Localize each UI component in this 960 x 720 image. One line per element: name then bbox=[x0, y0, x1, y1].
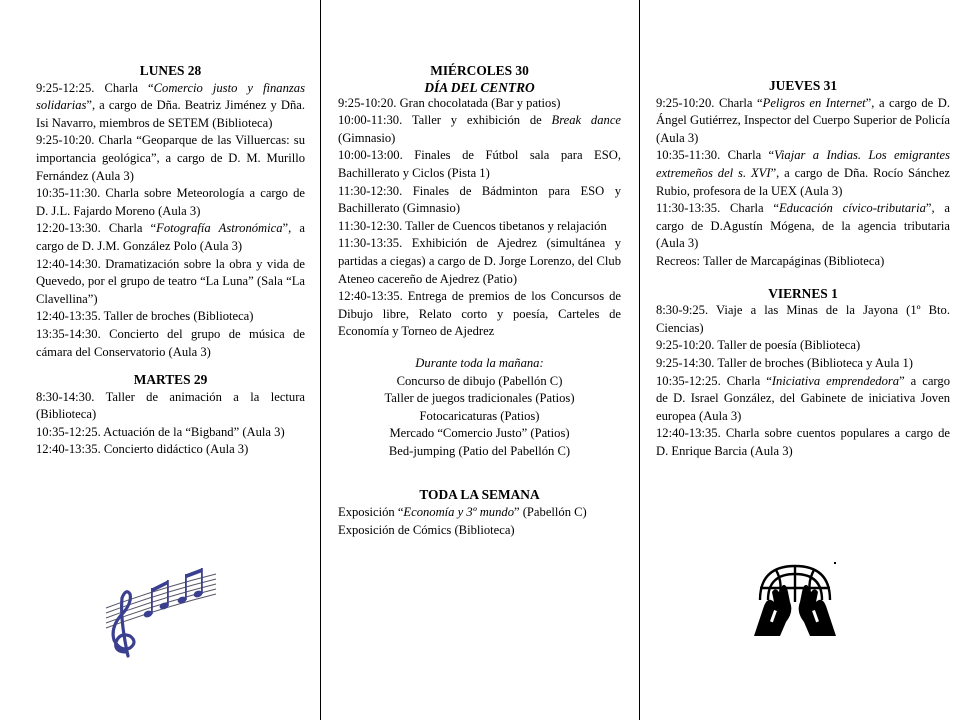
heading-thursday: JUEVES 31 bbox=[768, 78, 838, 93]
heading-week: TODA LA SEMANA bbox=[419, 487, 540, 503]
event: 10:35-12:25. Charla “Iniciativa emprendedora” a cargo de D. Israel González, del Gabinete de iniciativa Joven europea (Aula 3) bbox=[656, 373, 950, 423]
event: 9:25-14:30. Taller de broches (Biblioteca y Aula 1) bbox=[656, 355, 913, 370]
event: 10:35-11:30. Charla “Viajar a Indias. Los emigrantes extremeños del s. XVI”, a cargo de Dña. Rocío Sánchez Rubio, profesora de la UEX (Aula 3) bbox=[656, 148, 951, 198]
hands-globe-illustration bbox=[750, 562, 840, 638]
event: 11:30-12:30. Taller de Cuencos tibetanos y relajación bbox=[338, 218, 607, 233]
event: Recreos: Taller de Marcapáginas (Biblioteca) bbox=[656, 253, 885, 268]
event: Exposición “Economía y 3º mundo” (Pabellón C) bbox=[338, 505, 587, 520]
event: 11:30-13:35. Charla “Educación cívico-tributaria”, a cargo de D.Agustín Mógena, de la agencia tributaria (Aula 3) bbox=[656, 201, 950, 251]
event: 9:25-12:25. Charla “Comercio justo y finanzas solidarias”, a cargo de Dña. Beatriz Jiménez y Dña. Isi Navarro, miembros de SETEM (Biblioteca) bbox=[36, 80, 305, 130]
heading-monday: LUNES 28 bbox=[139, 63, 202, 78]
event: 10:35-11:30. Charla sobre Meteorología a cargo de D. J.L. Fajardo Moreno (Aula 3) bbox=[36, 186, 305, 218]
heading-wednesday: MIÉRCOLES 30 bbox=[430, 63, 529, 78]
morning-item: Bed-jumping (Patio del Pabellón C) bbox=[388, 443, 571, 458]
event: 12:40-14:30. Dramatización sobre la obra y vida de Quevedo, por el grupo de teatro “La Luna” (Sala “La Clavellina”) bbox=[36, 256, 305, 306]
event: 9:25-10:20. Gran chocolatada (Bar y patios) bbox=[338, 95, 561, 110]
event: 12:40-13:35. Charla sobre cuentos populares a cargo de D. Enrique Barcia (Aula 3) bbox=[656, 426, 950, 458]
morning-item: Mercado “Comercio Justo” (Patios) bbox=[389, 426, 570, 441]
event: 10:35-12:25. Actuación de la “Bigband” (Aula 3) bbox=[36, 424, 285, 439]
event: 9:25-10:20. Taller de poesía (Biblioteca) bbox=[656, 338, 861, 353]
morning-item: Taller de juegos tradicionales (Patios) bbox=[384, 391, 575, 406]
music-notes-illustration bbox=[100, 566, 222, 658]
event: 10:00-13:00. Finales de Fútbol sala para ESO, Bachillerato y Ciclos (Pista 1) bbox=[338, 148, 621, 180]
event: 8:30-14:30. Taller de animación a la lectura (Biblioteca) bbox=[36, 389, 305, 422]
event: 9:25-10:20. Charla “Peligros en Internet”, a cargo de D. Ángel Gutiérrez, Inspector del Cuerpo Superior de Policía (Aula 3) bbox=[656, 95, 950, 145]
heading-tuesday: MARTES 29 bbox=[133, 372, 208, 388]
event: 12:20-13:30. Charla “Fotografía Astronómica”, a cargo de D. J.M. González Polo (Aula 3) bbox=[36, 221, 305, 253]
event: 11:30-12:30. Finales de Bádminton para ESO y Bachillerato (Gimnasio) bbox=[338, 183, 621, 216]
event: 9:25-10:20. Charla “Geoparque de las Villuercas: su importancia geológica”, a cargo de D. M. Murillo Fernández (Aula 3) bbox=[36, 133, 305, 183]
subheading-dia-del-centro: DÍA DEL CENTRO bbox=[424, 79, 535, 95]
event: 12:40-13:35. Entrega de premios de los Concursos de Dibujo libre, Relato corto y poesía, Carteles de Economía y Torneo de Ajedrez bbox=[338, 289, 621, 339]
event: 12:40-13:35. Concierto didáctico (Aula 3) bbox=[36, 442, 249, 457]
event: 8:30-9:25. Viaje a las Minas de la Jayona (1º Bto. Ciencias) bbox=[656, 303, 950, 335]
column-wednesday bbox=[338, 62, 621, 539]
heading-friday: VIERNES 1 bbox=[768, 285, 838, 301]
column-divider-right bbox=[639, 0, 640, 720]
column-thursday-friday bbox=[656, 77, 950, 460]
event: 12:40-13:35. Taller de broches (Biblioteca) bbox=[36, 309, 254, 324]
event: 10:00-11:30. Taller y exhibición de Break dance (Gimnasio) bbox=[338, 113, 621, 145]
event: 11:30-13:35. Exhibición de Ajedrez (simultánea y partidas a ciegas) a cargo de D. Jorge Lorenzo, del Club Ateneo cacereño de Ajedrez (Patio) bbox=[338, 236, 621, 286]
event: Exposición de Cómics (Biblioteca) bbox=[338, 522, 515, 537]
morning-item: Fotocaricaturas (Patios) bbox=[419, 408, 540, 423]
column-divider-left bbox=[320, 0, 321, 720]
column-monday-tuesday bbox=[36, 62, 305, 459]
morning-title: Durante toda la mañana: bbox=[415, 355, 544, 370]
event: 13:35-14:30. Concierto del grupo de música de cámara del Conservatorio (Aula 3) bbox=[36, 326, 305, 359]
morning-item: Concurso de dibujo (Pabellón C) bbox=[396, 373, 563, 388]
